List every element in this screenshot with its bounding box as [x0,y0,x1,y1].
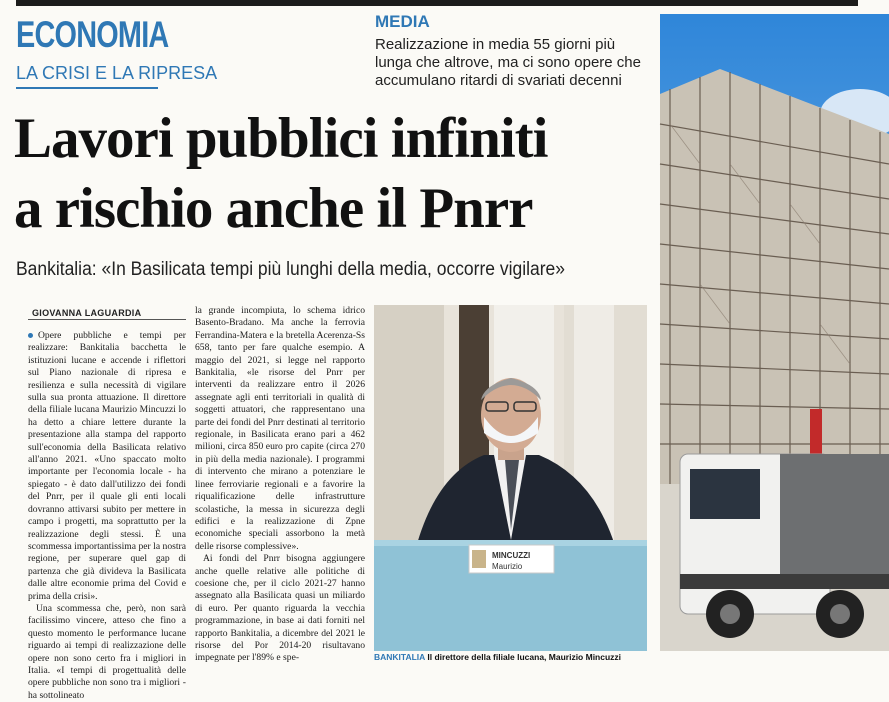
scaffolding-illustration [660,14,889,651]
article-column-1 [28,330,186,701]
paragraph: la grande incompiuta, lo schema idrico Basento-Bradano. Ma anche la ferrovia Ferrandina-Matera e la bretella Acerenza-Ss 658, tanto per fare qualche esempio. A maggio del 2021, si legge nel rapporto Bankitalia, «le risorse del Pnrr per interventi da realizzare entro il 2026 assegnate agli enti territoriali in qualità di soggetti attuatori, che rappresentano una parte dei fondi del Pnrr destinati al territorio regionale, in Basilicata erano pari a 462 milioni, circa 850 euro pro capite (circa 270 in più della media nazionale). I programmi di intervento che mirano a potenziare le linee ferroviarie regionali e a favorire la riqualificazione delle infrastrutture scolastiche, la messa in sicurezza degli edifici e la realizzazione di Zpne economiche speciali assorbono la metà delle risorse complessive». [195,305,365,552]
byline: GIOVANNA LAGUARDIA [32,308,142,318]
headline [14,104,654,244]
paragraph: Opere pubbliche e tempi per realizzare: Bankitalia bacchetta le istituzioni lucane e accende i riflettori sul Piano nazionale di ripresa e resilienza e sulla necessità di vigilare sulla sua pronta attuazione. Il direttore della filiale lucana Maurizio Mincuzzi lo ha detto a chiare lettere durante la presentazione alla stampa del rapporto sull'economia della Basilicata relativo all'anno 2021. «Uno spaccato molto importante per l'economia locale - ha spiegato - è dato dall'utilizzo dei fondi del Pnrr, per il quale gli enti locali dovranno attivarsi subito per mettere in campo i progetti, ma soprattutto per la realizzazione degli stessi. È una scommessa importantissima per la nostra regione, per superare quel gap di partenza che già divideva la Basilicata dalle altre economie prima del Covid e prima della crisi». [28,330,186,602]
section-title: ECONOMIA [16,14,169,55]
bullet-dot-icon [28,333,33,338]
caption-text: Il direttore della filiale lucana, Maurizio Mincuzzi [427,652,622,662]
director-illustration [374,305,647,651]
top-rule [16,0,858,6]
headline-line-2: a rischio anche il Pnrr [14,177,533,240]
nameplate-surname: MINCUZZI [492,551,531,560]
media-summary: Realizzazione in media 55 giorni più lunga che altrove, ma ci sono opere che accumulano ritardi di svariati decenni [375,36,641,89]
director-photo [374,305,647,651]
section-kicker: LA CRISI E LA RIPRESA [16,63,218,83]
construction-photo [660,14,889,651]
byline-rule [28,319,186,320]
headline-line-1: Lavori pubblici infiniti [14,107,548,170]
media-label: MEDIA [375,12,430,31]
nameplate-firstname: Maurizio [492,562,523,571]
paragraph: Ai fondi del Pnrr bisogna aggiungere anche quelle relative alle politiche di coesione che, per il ciclo 2021-27 hanno assegnato alla Basilicata quasi un miliardo di euro. Per quanto riguarda la vecchia programmazione, in base ai dati forniti nel rapporto Bankitalia, a dicembre del 2021 le risorse del Por 2014-20 risultavano impegnate per l'89% e spe- [195,553,365,664]
photo-caption [374,652,647,662]
article-column-2 [195,305,365,664]
caption-label: BANKITALIA [374,652,425,662]
paragraph: Una scommessa che, però, non sarà facilissimo vincere, atteso che fino a questo momento le performance lucane riguardo ai tempi di realizzazione delle opere non sono certo fra i migliori in Italia. «I tempi di progettualità delle opere pubbliche non sono tra i migliori - ha sottolineato [28,602,186,701]
kicker-underline [16,87,158,89]
subheadline: Bankitalia: «In Basilicata tempi più lunghi della media, occorre vigilare» [16,259,565,280]
